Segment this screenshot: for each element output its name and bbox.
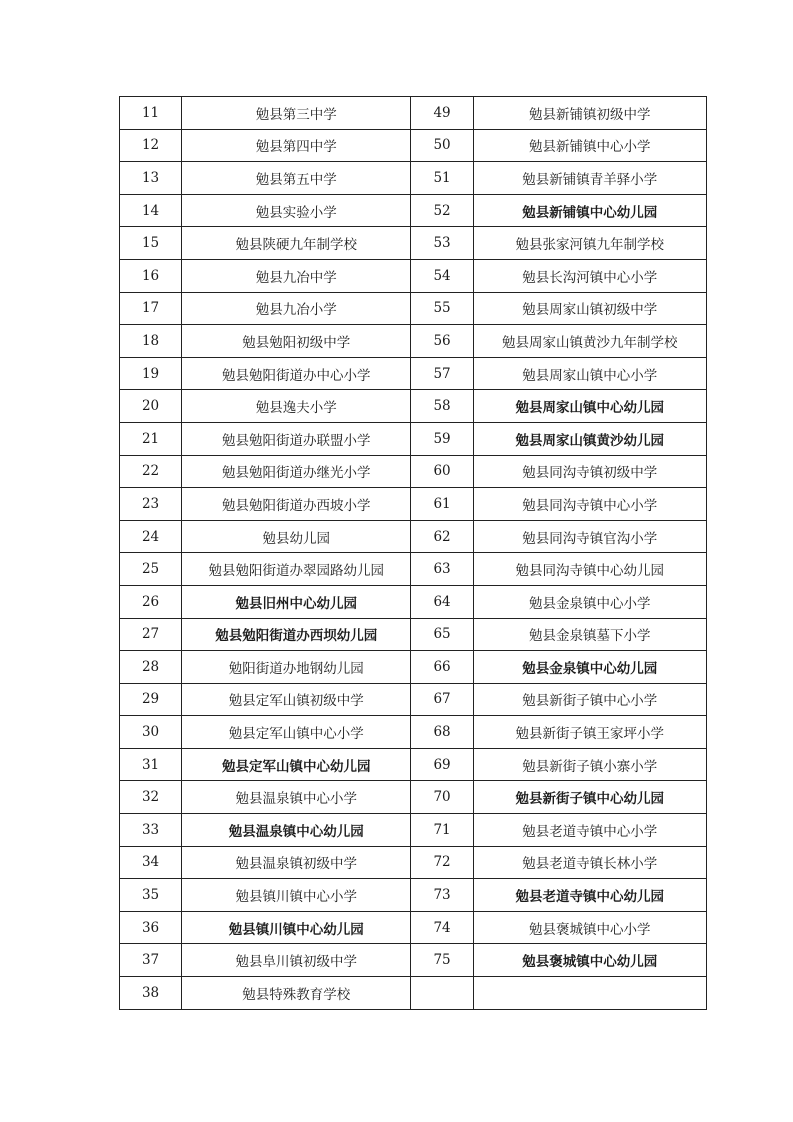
row-number-right: 70 xyxy=(411,781,473,814)
row-number-left: 28 xyxy=(120,651,182,684)
school-name-left: 勉县勉阳街道办中心小学 xyxy=(182,357,411,390)
table-row xyxy=(120,683,707,716)
table-row xyxy=(120,488,707,521)
row-number-left: 37 xyxy=(120,944,182,977)
row-number-right: 55 xyxy=(411,292,473,325)
school-name-right: 勉县新街子镇中心小学 xyxy=(473,683,706,716)
table-row xyxy=(120,748,707,781)
table-row xyxy=(120,944,707,977)
table-row xyxy=(120,651,707,684)
row-number-right: 65 xyxy=(411,618,473,651)
school-name-left: 勉县温泉镇中心幼儿园 xyxy=(182,814,411,847)
school-name-right: 勉县新铺镇中心幼儿园 xyxy=(473,194,706,227)
row-number-right: 56 xyxy=(411,325,473,358)
school-name-right: 勉县老道寺镇长林小学 xyxy=(473,846,706,879)
school-name-right: 勉县老道寺镇中心小学 xyxy=(473,814,706,847)
row-number-right: 75 xyxy=(411,944,473,977)
table-row xyxy=(120,227,707,260)
row-number-right: 64 xyxy=(411,585,473,618)
school-name-left: 勉县勉阳街道办继光小学 xyxy=(182,455,411,488)
school-name-right: 勉县褒城镇中心小学 xyxy=(473,911,706,944)
table-row xyxy=(120,553,707,586)
row-number-left: 25 xyxy=(120,553,182,586)
table-row xyxy=(120,194,707,227)
school-name-left: 勉县第四中学 xyxy=(182,129,411,162)
row-number-left: 34 xyxy=(120,846,182,879)
row-number-right: 69 xyxy=(411,748,473,781)
row-number-right: 71 xyxy=(411,814,473,847)
school-name-left: 勉县旧州中心幼儿园 xyxy=(182,585,411,618)
row-number-right: 59 xyxy=(411,422,473,455)
row-number-right: 61 xyxy=(411,488,473,521)
school-name-left: 勉县第三中学 xyxy=(182,97,411,130)
row-number-left: 26 xyxy=(120,585,182,618)
row-number-right: 62 xyxy=(411,520,473,553)
school-name-right: 勉县新铺镇青羊驿小学 xyxy=(473,162,706,195)
table-row xyxy=(120,325,707,358)
row-number-right: 68 xyxy=(411,716,473,749)
table-row xyxy=(120,716,707,749)
school-name-left: 勉县温泉镇中心小学 xyxy=(182,781,411,814)
school-name-right: 勉县张家河镇九年制学校 xyxy=(473,227,706,260)
school-name-left: 勉县定军山镇中心小学 xyxy=(182,716,411,749)
table-row xyxy=(120,357,707,390)
school-name-left: 勉县勉阳街道办西坝幼儿园 xyxy=(182,618,411,651)
school-name-left: 勉县镇川镇中心幼儿园 xyxy=(182,911,411,944)
row-number-right: 73 xyxy=(411,879,473,912)
table-row xyxy=(120,97,707,130)
table-row xyxy=(120,520,707,553)
row-number-left: 24 xyxy=(120,520,182,553)
table-row xyxy=(120,618,707,651)
row-number-right: 54 xyxy=(411,259,473,292)
row-number-left: 11 xyxy=(120,97,182,130)
row-number-left: 14 xyxy=(120,194,182,227)
row-number-left: 13 xyxy=(120,162,182,195)
row-number-left: 30 xyxy=(120,716,182,749)
row-number-left: 12 xyxy=(120,129,182,162)
school-name-left: 勉县勉阳街道办西坡小学 xyxy=(182,488,411,521)
school-name-right: 勉县周家山镇黄沙九年制学校 xyxy=(473,325,706,358)
table-row xyxy=(120,585,707,618)
school-name-left: 勉县定军山镇初级中学 xyxy=(182,683,411,716)
school-list-table xyxy=(119,96,707,1010)
row-number-right xyxy=(411,977,473,1010)
row-number-right: 49 xyxy=(411,97,473,130)
row-number-left: 15 xyxy=(120,227,182,260)
row-number-right: 58 xyxy=(411,390,473,423)
school-name-left: 勉县实验小学 xyxy=(182,194,411,227)
row-number-right: 53 xyxy=(411,227,473,260)
row-number-right: 67 xyxy=(411,683,473,716)
school-name-left: 勉县第五中学 xyxy=(182,162,411,195)
school-name-left: 勉县九冶中学 xyxy=(182,259,411,292)
school-name-right: 勉县新街子镇中心幼儿园 xyxy=(473,781,706,814)
table-row xyxy=(120,814,707,847)
row-number-left: 22 xyxy=(120,455,182,488)
school-name-left: 勉县阜川镇初级中学 xyxy=(182,944,411,977)
school-name-left: 勉县镇川镇中心小学 xyxy=(182,879,411,912)
school-name-right: 勉县新街子镇小寨小学 xyxy=(473,748,706,781)
school-name-left: 勉县陕硬九年制学校 xyxy=(182,227,411,260)
table-row xyxy=(120,977,707,1010)
row-number-left: 18 xyxy=(120,325,182,358)
row-number-right: 63 xyxy=(411,553,473,586)
school-name-right: 勉县新铺镇中心小学 xyxy=(473,129,706,162)
school-name-left: 勉县特殊教育学校 xyxy=(182,977,411,1010)
row-number-left: 38 xyxy=(120,977,182,1010)
row-number-left: 23 xyxy=(120,488,182,521)
row-number-left: 20 xyxy=(120,390,182,423)
school-name-left: 勉县定军山镇中心幼儿园 xyxy=(182,748,411,781)
school-name-right: 勉县金泉镇中心小学 xyxy=(473,585,706,618)
row-number-left: 36 xyxy=(120,911,182,944)
table-row xyxy=(120,129,707,162)
school-name-right: 勉县金泉镇墓下小学 xyxy=(473,618,706,651)
row-number-left: 32 xyxy=(120,781,182,814)
row-number-left: 35 xyxy=(120,879,182,912)
table-body xyxy=(120,97,707,1010)
school-name-right: 勉县周家山镇中心幼儿园 xyxy=(473,390,706,423)
row-number-left: 17 xyxy=(120,292,182,325)
row-number-left: 16 xyxy=(120,259,182,292)
school-name-right: 勉县同沟寺镇中心小学 xyxy=(473,488,706,521)
school-name-left: 勉县温泉镇初级中学 xyxy=(182,846,411,879)
school-name-left: 勉县勉阳街道办翠园路幼儿园 xyxy=(182,553,411,586)
school-name-right: 勉县同沟寺镇初级中学 xyxy=(473,455,706,488)
row-number-right: 60 xyxy=(411,455,473,488)
school-name-right: 勉县老道寺镇中心幼儿园 xyxy=(473,879,706,912)
table-row xyxy=(120,292,707,325)
table-row xyxy=(120,911,707,944)
table-row xyxy=(120,259,707,292)
table-row xyxy=(120,846,707,879)
school-name-right: 勉县同沟寺镇官沟小学 xyxy=(473,520,706,553)
row-number-right: 57 xyxy=(411,357,473,390)
table-row xyxy=(120,390,707,423)
school-name-left: 勉县勉阳初级中学 xyxy=(182,325,411,358)
school-name-left: 勉县九冶小学 xyxy=(182,292,411,325)
school-name-left: 勉阳街道办地钢幼儿园 xyxy=(182,651,411,684)
school-name-right: 勉县周家山镇中心小学 xyxy=(473,357,706,390)
row-number-left: 31 xyxy=(120,748,182,781)
school-name-right: 勉县新街子镇王家坪小学 xyxy=(473,716,706,749)
school-name-left: 勉县勉阳街道办联盟小学 xyxy=(182,422,411,455)
school-name-right: 勉县新铺镇初级中学 xyxy=(473,97,706,130)
row-number-left: 29 xyxy=(120,683,182,716)
table-row xyxy=(120,422,707,455)
table-row xyxy=(120,455,707,488)
row-number-left: 19 xyxy=(120,357,182,390)
table-row xyxy=(120,162,707,195)
school-name-left: 勉县幼儿园 xyxy=(182,520,411,553)
school-name-right: 勉县金泉镇中心幼儿园 xyxy=(473,651,706,684)
row-number-right: 72 xyxy=(411,846,473,879)
table-row xyxy=(120,879,707,912)
school-name-right: 勉县同沟寺镇中心幼儿园 xyxy=(473,553,706,586)
school-name-right: 勉县长沟河镇中心小学 xyxy=(473,259,706,292)
row-number-right: 66 xyxy=(411,651,473,684)
row-number-right: 50 xyxy=(411,129,473,162)
row-number-left: 33 xyxy=(120,814,182,847)
school-name-right xyxy=(473,977,706,1010)
school-name-left: 勉县逸夫小学 xyxy=(182,390,411,423)
row-number-right: 52 xyxy=(411,194,473,227)
row-number-right: 74 xyxy=(411,911,473,944)
row-number-left: 21 xyxy=(120,422,182,455)
school-name-right: 勉县周家山镇初级中学 xyxy=(473,292,706,325)
school-name-right: 勉县周家山镇黄沙幼儿园 xyxy=(473,422,706,455)
school-name-right: 勉县褒城镇中心幼儿园 xyxy=(473,944,706,977)
row-number-left: 27 xyxy=(120,618,182,651)
table-row xyxy=(120,781,707,814)
row-number-right: 51 xyxy=(411,162,473,195)
